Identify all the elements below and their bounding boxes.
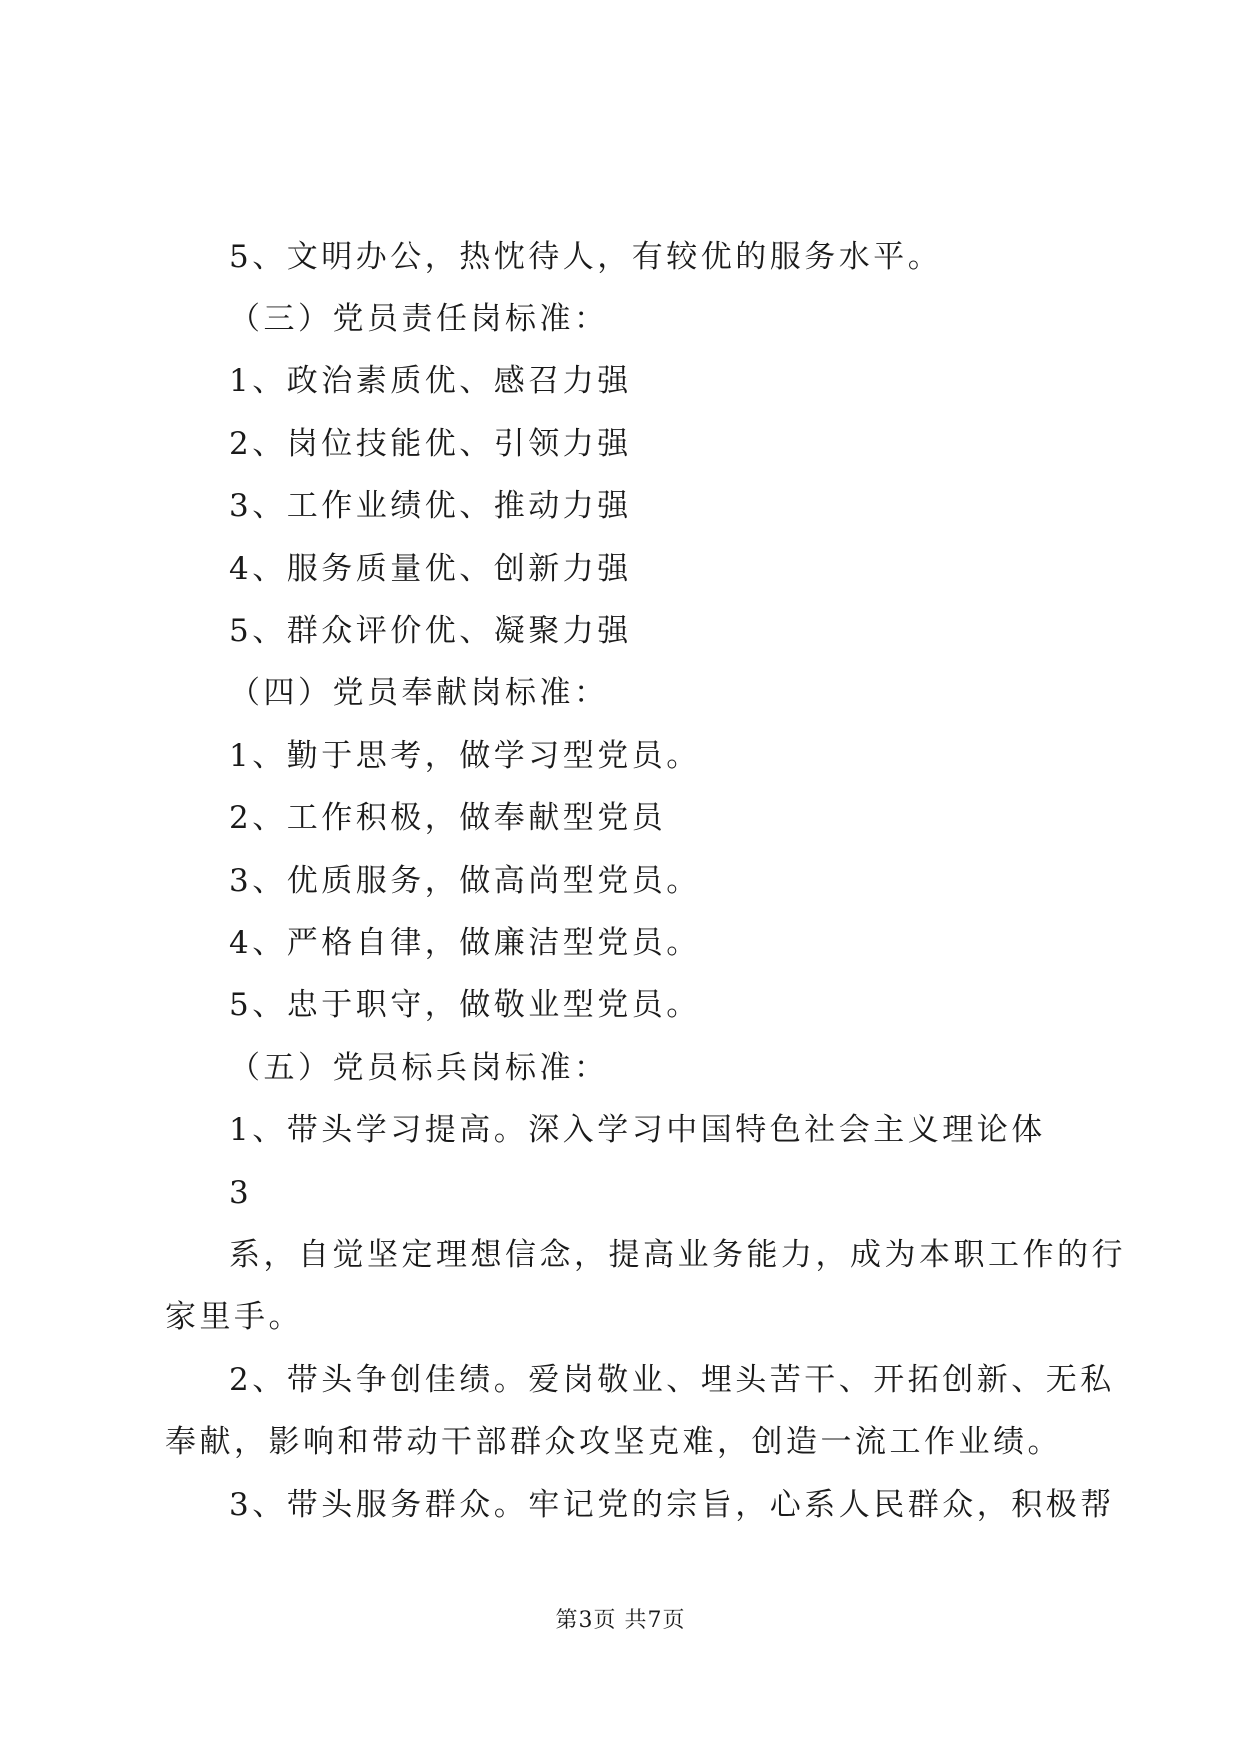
section-heading-5: （五）党员标兵岗标准：: [229, 1050, 609, 1086]
list-item: 2、岗位技能优、引领力强: [229, 426, 632, 462]
page-footer: 第3页 共7页: [555, 1608, 686, 1633]
paragraph-line: 家里手。: [165, 1299, 303, 1335]
list-item: 1、政治素质优、感召力强: [229, 363, 632, 399]
list-item: 3、优质服务，做高尚型党员。: [229, 863, 701, 899]
list-item: 2、工作积极，做奉献型党员: [229, 800, 667, 836]
section-heading-4: （四）党员奉献岗标准：: [229, 675, 609, 711]
list-item: 1、勤于思考，做学习型党员。: [229, 738, 701, 774]
list-item: 5、忠于职守，做敬业型党员。: [229, 987, 701, 1023]
section-heading-3: （三）党员责任岗标准：: [229, 301, 609, 337]
list-item: 4、服务质量优、创新力强: [229, 551, 632, 587]
paragraph-line: 奉献，影响和带动干部群众攻坚克难，创造一流工作业绩。: [165, 1424, 1062, 1460]
paragraph-line: 3、带头服务群众。牢记党的宗旨，心系人民群众，积极帮: [229, 1487, 1115, 1523]
list-item: 4、严格自律，做廉洁型党员。: [229, 925, 701, 961]
paragraph-line: 系，自觉坚定理想信念，提高业务能力，成为本职工作的行: [229, 1237, 1126, 1273]
list-item: 5、群众评价优、凝聚力强: [229, 613, 632, 649]
item-5-civilized-office: 5、文明办公，热忱待人，有较优的服务水平。: [229, 239, 943, 275]
paragraph-line: 1、带头学习提高。深入学习中国特色社会主义理论体: [229, 1112, 1046, 1148]
paragraph-line: 2、带头争创佳绩。爱岗敬业、埋头苦干、开拓创新、无私: [229, 1362, 1115, 1398]
inline-page-number: 3: [229, 1175, 253, 1211]
list-item: 3、工作业绩优、推动力强: [229, 488, 632, 524]
